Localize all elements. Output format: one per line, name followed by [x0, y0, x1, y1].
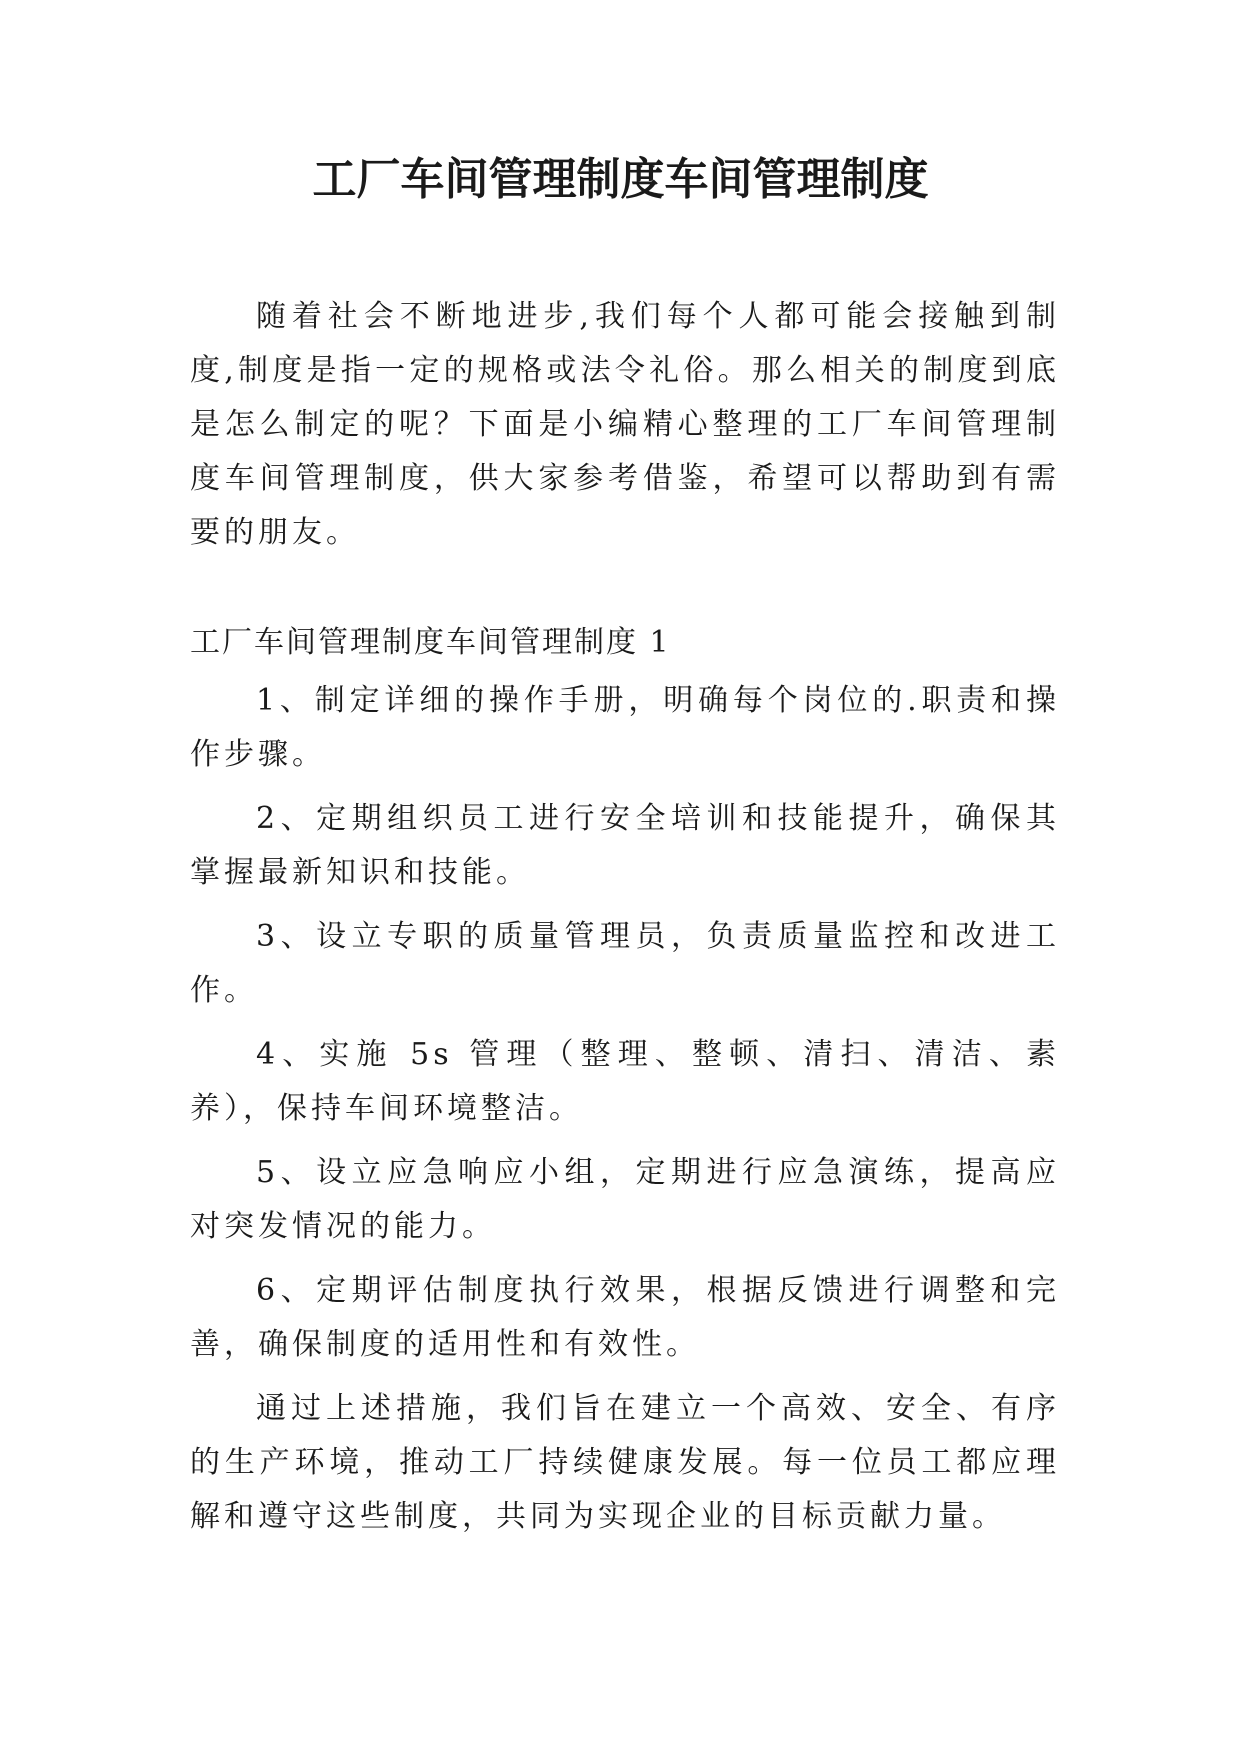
- list-item: 6、定期评估制度执行效果，根据反馈进行调整和完善，确保制度的适用性和有效性。: [190, 1273, 1060, 1362]
- list-item: 1、制定详细的操作手册，明确每个岗位的.职责和操作步骤。: [190, 683, 1060, 772]
- list-item: 4、实施 5s 管理（整理、整顿、清扫、清洁、素养），保持车间环境整洁。: [190, 1037, 1060, 1126]
- document-title: 工厂车间管理制度车间管理制度: [312, 154, 929, 205]
- list-item: 3、设立专职的质量管理员，负责质量监控和改进工作。: [190, 919, 1060, 1008]
- list-item: 5、设立应急响应小组，定期进行应急演练，提高应对突发情况的能力。: [190, 1155, 1060, 1244]
- intro-paragraph: 随着社会不断地进步,我们每个人都可能会接触到制度,制度是指一定的规格或法令礼俗。那么相关的制度到底是怎么制定的呢？下面是小编精心整理的工厂车间管理制度车间管理制度，供大家参考借鉴，希望可以帮助到有需要的朋友。: [190, 299, 1060, 550]
- document-body: [190, 290, 1060, 1544]
- list-item: 2、定期组织员工进行安全培训和技能提升，确保其掌握最新知识和技能。: [190, 801, 1060, 890]
- section-heading: 工厂车间管理制度车间管理制度 1: [190, 625, 671, 660]
- closing-paragraph: 通过上述措施，我们旨在建立一个高效、安全、有序的生产环境，推动工厂持续健康发展。每一位员工都应理解和遵守这些制度，共同为实现企业的目标贡献力量。: [190, 1391, 1060, 1534]
